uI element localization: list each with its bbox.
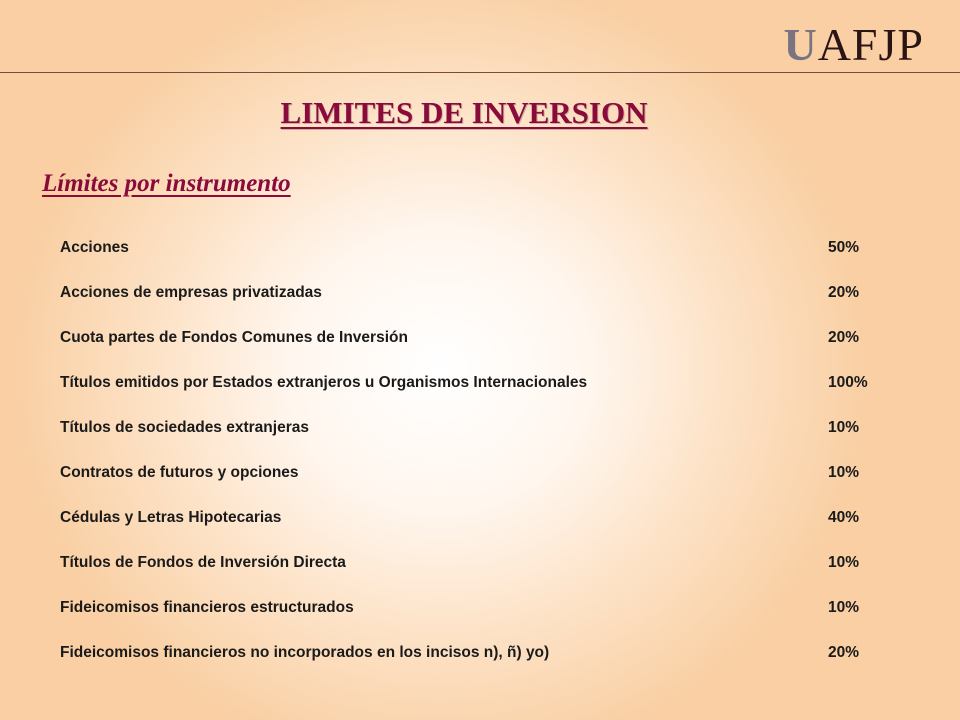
limit-value: 20%: [828, 329, 860, 346]
instrument-name: Acciones de empresas privatizadas: [60, 284, 322, 301]
instrument-name: Fideicomisos financieros no incorporados en los incisos n), ñ) yo): [60, 644, 550, 661]
limit-row: [60, 370, 880, 415]
header-divider: [0, 72, 960, 73]
instrument-name: Fideicomisos financieros estructurados: [60, 599, 354, 616]
limit-value: 10%: [828, 419, 860, 436]
limit-value: 40%: [828, 509, 860, 526]
limit-row: [60, 505, 880, 550]
limits-list: [60, 235, 880, 685]
logo-letters-afjp: AFJP: [817, 19, 924, 70]
limit-value: 10%: [828, 599, 860, 616]
limit-row: [60, 595, 880, 640]
limit-row: [60, 550, 880, 595]
uafjp-logo: [783, 19, 924, 70]
limit-row: [60, 460, 880, 505]
limit-value: 20%: [828, 284, 860, 301]
instrument-name: Títulos emitidos por Estados extranjeros u Organismos Internacionales: [60, 374, 588, 391]
limit-row: [60, 280, 880, 325]
instrument-name: Contratos de futuros y opciones: [60, 464, 299, 481]
limit-value: 100%: [828, 374, 868, 391]
limit-row: [60, 640, 880, 685]
limit-row: [60, 415, 880, 460]
limit-row: [60, 325, 880, 370]
limit-value: 10%: [828, 464, 860, 481]
section-subtitle: Límites por instrumento: [42, 170, 291, 197]
limit-value: 20%: [828, 644, 860, 661]
instrument-name: Títulos de sociedades extranjeras: [60, 419, 309, 436]
limit-value: 50%: [828, 239, 860, 256]
instrument-name: Títulos de Fondos de Inversión Directa: [60, 554, 346, 571]
page-title: LIMITES DE INVERSION: [280, 95, 648, 130]
logo-letter-u: U: [783, 19, 818, 70]
limit-value: 10%: [828, 554, 860, 571]
instrument-name: Acciones: [60, 239, 129, 256]
instrument-name: Cuota partes de Fondos Comunes de Inversión: [60, 329, 408, 346]
limit-row: [60, 235, 880, 280]
instrument-name: Cédulas y Letras Hipotecarias: [60, 509, 282, 526]
